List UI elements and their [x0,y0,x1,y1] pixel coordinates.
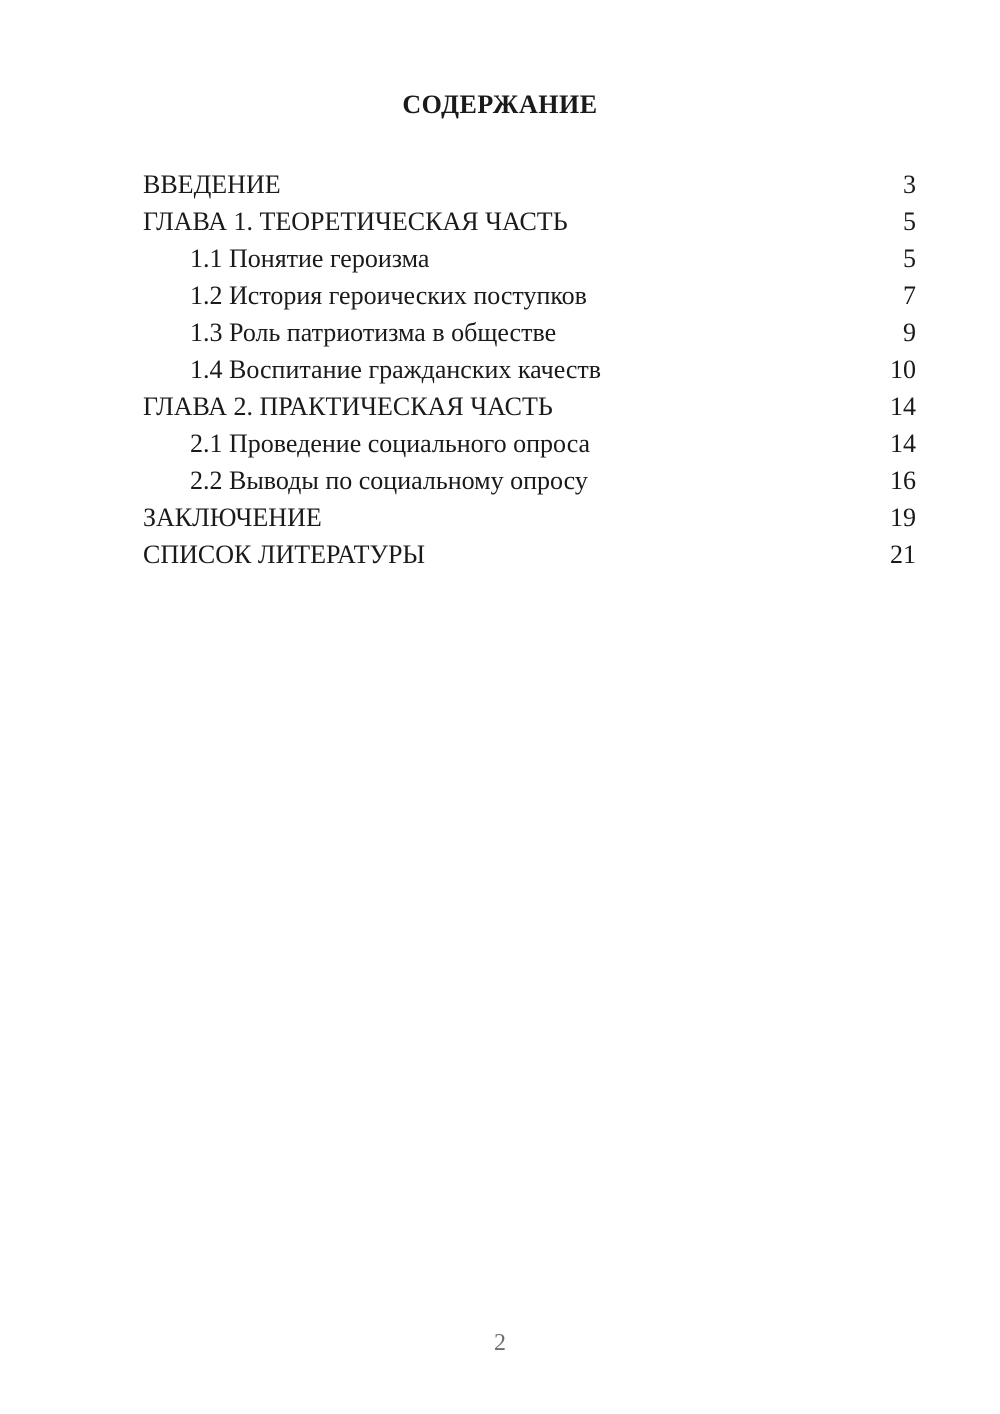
toc-entry [143,425,916,462]
toc-entry [143,240,916,277]
toc-entry-page-number: 14 [890,429,916,458]
toc-entry [143,277,916,314]
toc-entry-label: 1.3 Роль патриотизма в обществе [190,318,557,347]
toc-entry [143,314,916,351]
toc-entry-page-number: 19 [890,503,916,532]
toc-entry-label: 1.2 История героических поступков [190,281,587,310]
toc-entry [143,203,916,240]
toc-entry [143,536,916,573]
toc-entry-page-number: 5 [903,244,916,273]
toc-entry-label: ГЛАВА 1. ТЕОРЕТИЧЕСКАЯ ЧАСТЬ [143,207,568,236]
table-of-contents [143,166,916,573]
toc-entry [143,462,916,499]
toc-entry-page-number: 9 [903,318,916,347]
toc-entry-label: ЗАКЛЮЧЕНИЕ [143,503,322,532]
toc-entry-label: 1.1 Понятие героизма [190,244,430,273]
toc-entry-label: 2.2 Выводы по социальному опросу [190,466,588,495]
toc-entry [143,166,916,203]
toc-entry-label: 2.1 Проведение социального опроса [190,429,591,458]
toc-entry-label: ВВЕДЕНИЕ [143,170,281,199]
toc-entry-page-number: 14 [890,392,916,421]
toc-entry [143,499,916,536]
page-title: СОДЕРЖАНИЕ [402,90,598,119]
toc-entry-page-number: 3 [903,170,916,199]
toc-entry-label: СПИСОК ЛИТЕРАТУРЫ [143,540,426,569]
toc-entry-page-number: 5 [903,207,916,236]
toc-entry-label: ГЛАВА 2. ПРАКТИЧЕСКАЯ ЧАСТЬ [143,392,553,421]
toc-entry-page-number: 7 [903,281,916,310]
toc-entry [143,351,916,388]
toc-entry-page-number: 10 [890,355,916,384]
toc-entry [143,388,916,425]
footer-page-number: 2 [494,1330,506,1356]
toc-entry-label: 1.4 Воспитание гражданских качеств [190,355,602,384]
toc-entry-page-number: 16 [890,466,916,495]
toc-entry-page-number: 21 [890,540,916,569]
